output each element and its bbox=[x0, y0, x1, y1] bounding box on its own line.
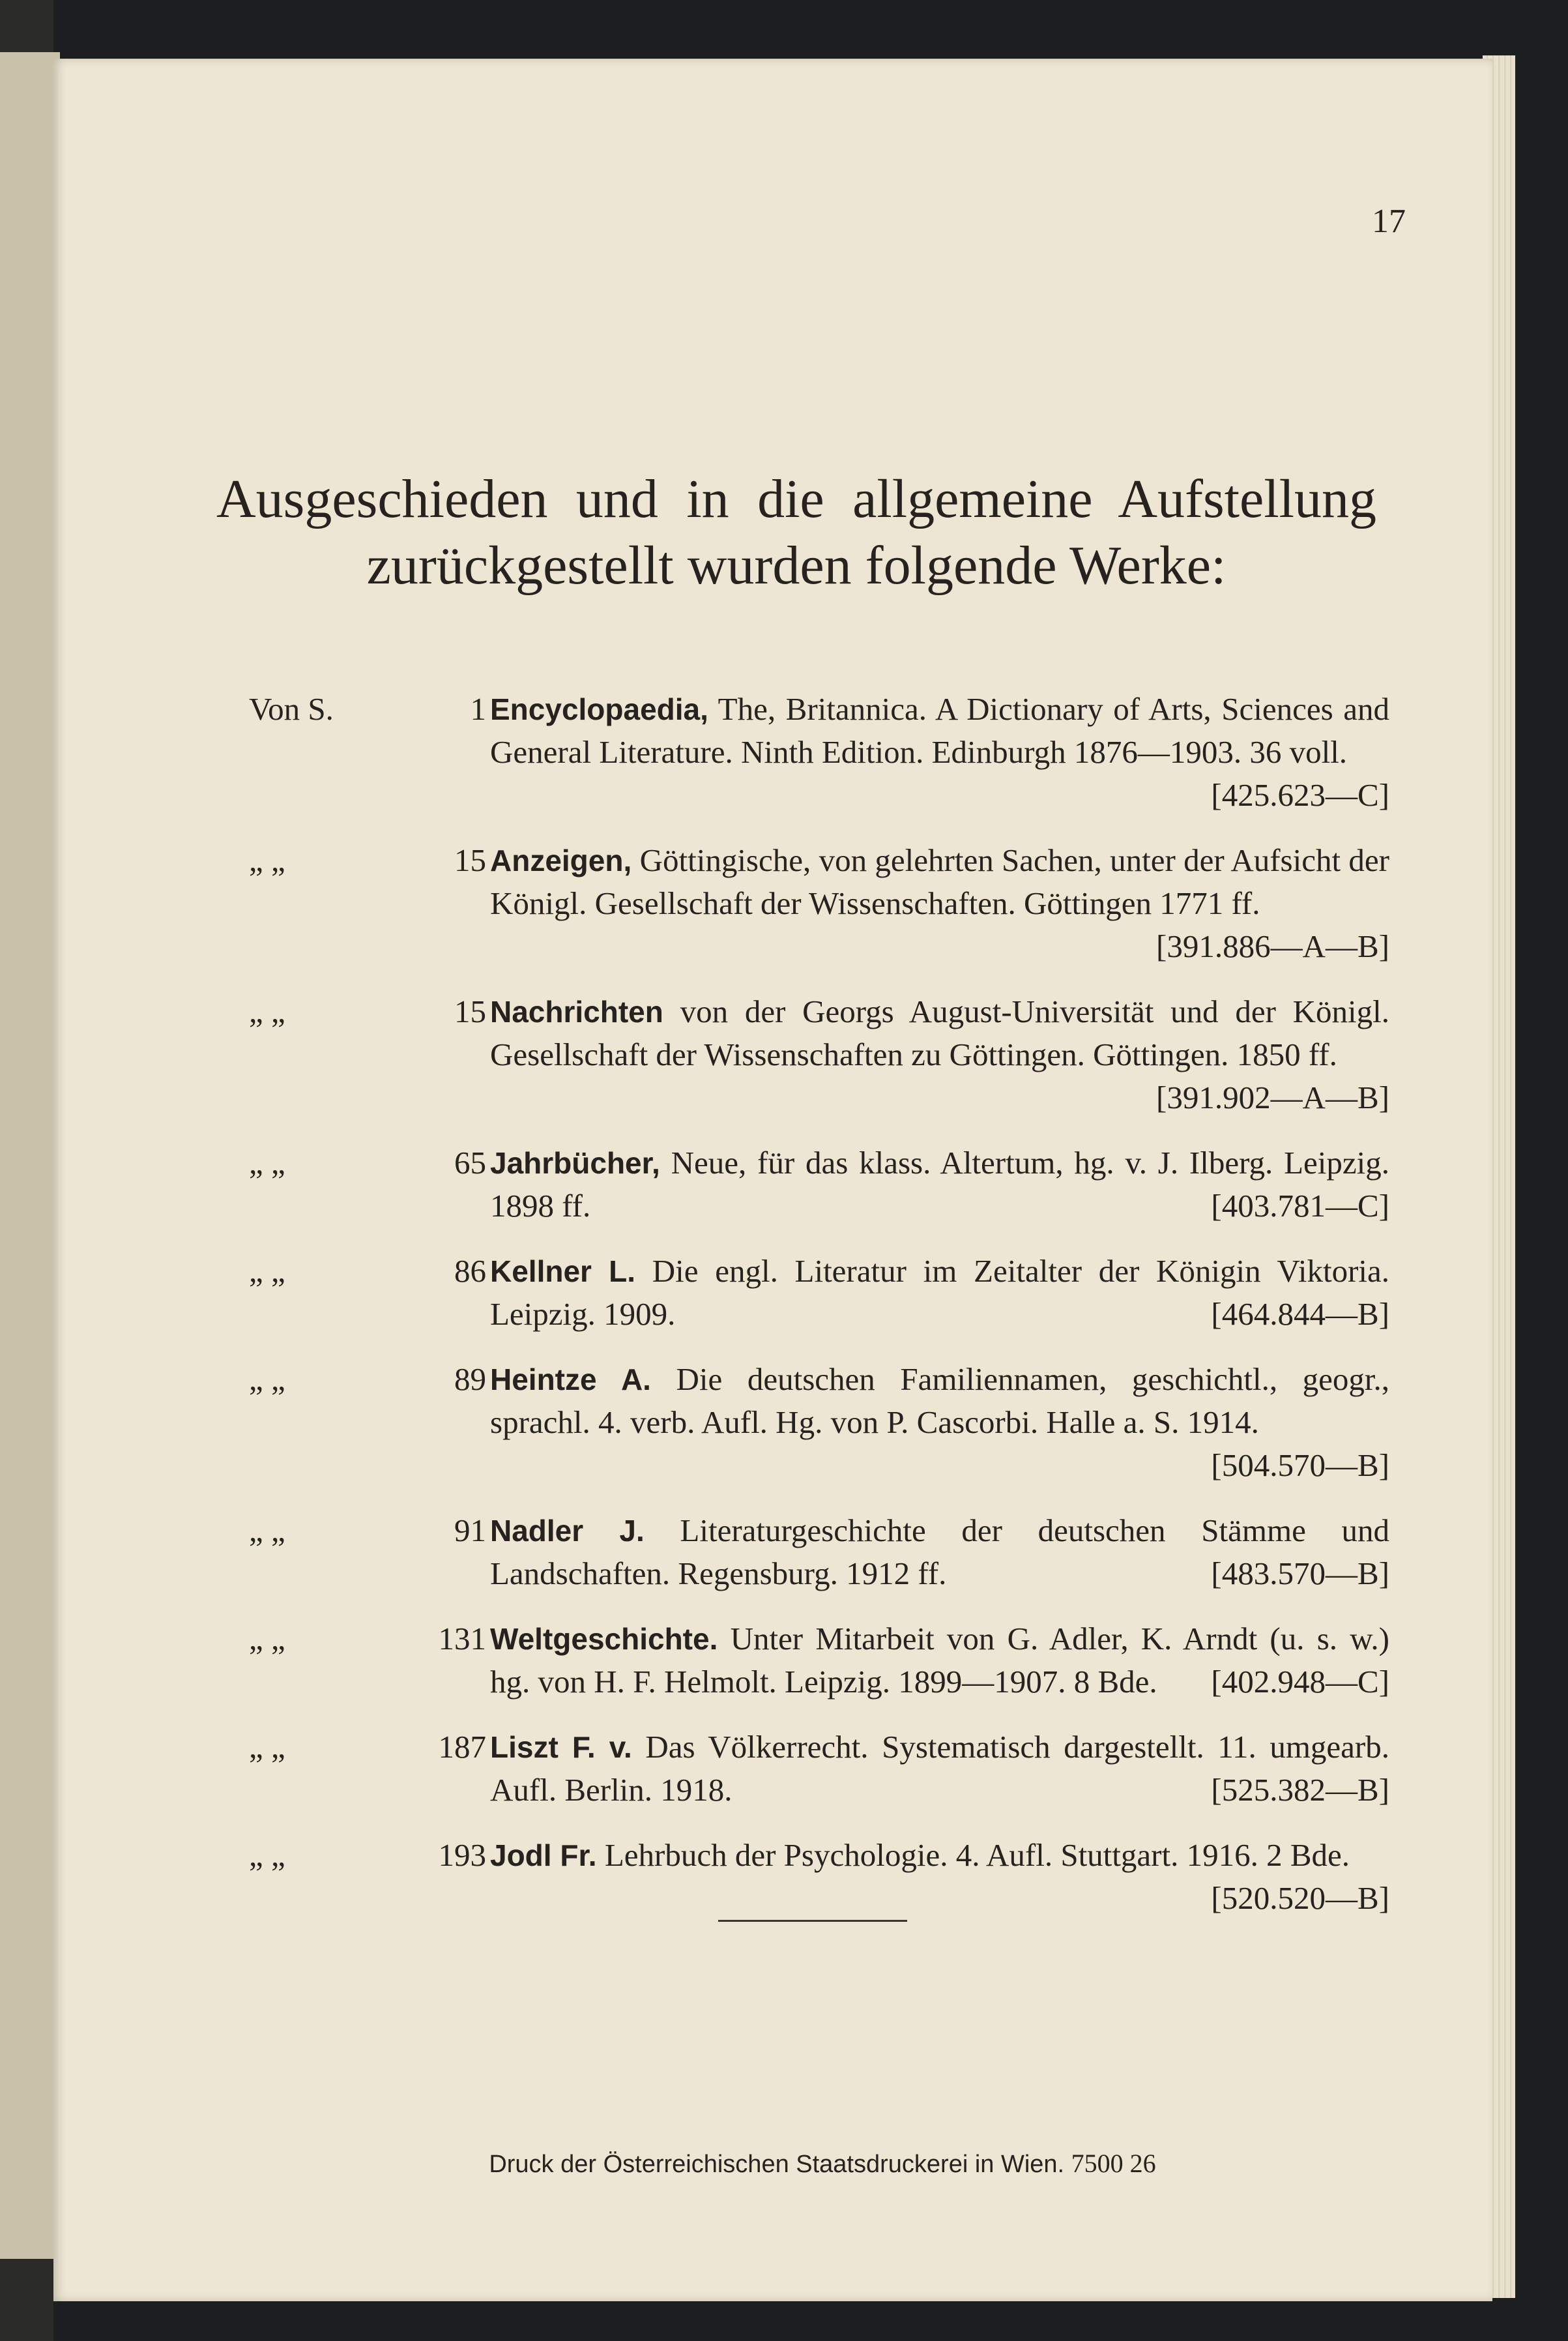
footer-number: 7500 26 bbox=[1071, 2149, 1156, 2178]
entry-prefix: „ „ bbox=[249, 1621, 285, 1656]
entry-prefix: „ „ bbox=[249, 1729, 285, 1765]
entry-title: Heintze A. bbox=[490, 1362, 651, 1396]
entry-signature: [391.886—A—B] bbox=[1156, 928, 1389, 964]
page-heading: Ausgeschieden und in die allgemeine Aufstellung zurückgestellt wurden folgende Werke: bbox=[216, 469, 1376, 596]
entry-prefix: Von S. bbox=[249, 691, 334, 727]
printer-footer bbox=[366, 2148, 1279, 2179]
previous-page-edge bbox=[0, 52, 60, 2259]
entry-text: Die deutschen Familiennamen, geschichtl., geogr., sprachl. 4. verb. Aufl. Hg. von P. Cascorbi. Halle a. S. 1914. bbox=[490, 1361, 1390, 1440]
entry-title: Weltgeschichte. bbox=[490, 1622, 718, 1656]
entry-signature: [525.382—B] bbox=[1211, 1772, 1389, 1808]
entry-text: Göttingische, von gelehrten Sachen, unter der Aufsicht der Königl. Gesellschaft der Wissenschaften. Göttingen 1771 ff. bbox=[490, 842, 1389, 921]
entry-title: Nadler J. bbox=[490, 1514, 645, 1548]
entry-page: 1 bbox=[470, 691, 486, 727]
footer-text: Druck der Österreichischen Staatsdruckerei in Wien. bbox=[489, 2151, 1065, 2178]
entry-page: 15 bbox=[454, 994, 486, 1029]
entry-signature: [520.520—B] bbox=[1211, 1880, 1389, 1916]
list-item bbox=[249, 1358, 1389, 1487]
entry-page: 187 bbox=[438, 1729, 486, 1765]
book-page bbox=[53, 59, 1492, 2301]
entry-signature: [391.902—A—B] bbox=[1156, 1080, 1389, 1115]
entry-page: 91 bbox=[454, 1512, 486, 1548]
entry-text: Neue, für das klass. Altertum, hg. v. J. Ilberg. Leipzig. 1898 ff. bbox=[490, 1145, 1390, 1224]
list-item bbox=[249, 1617, 1389, 1703]
list-item bbox=[249, 839, 1389, 968]
entry-prefix: „ „ bbox=[249, 1145, 285, 1181]
entry-text: Die engl. Literatur im Zeitalter der Königin Viktoria. Leipzig. 1909. bbox=[490, 1253, 1390, 1332]
list-item bbox=[249, 1834, 1389, 1920]
entry-title: Kellner L. bbox=[490, 1254, 636, 1288]
entry-prefix: „ „ bbox=[249, 994, 285, 1029]
entry-signature: [504.570—B] bbox=[1211, 1447, 1389, 1483]
entry-page: 65 bbox=[454, 1145, 486, 1181]
entry-page: 131 bbox=[438, 1621, 486, 1656]
entry-signature: [464.844—B] bbox=[1211, 1296, 1389, 1332]
entry-prefix: „ „ bbox=[249, 1512, 285, 1548]
entry-title: Anzeigen, bbox=[490, 844, 632, 877]
entry-prefix: „ „ bbox=[249, 842, 285, 878]
list-item bbox=[249, 688, 1389, 817]
entry-signature: [425.623—C] bbox=[1211, 777, 1389, 813]
entry-text: Das Völkerrecht. Systematisch dargestellt. 11. umgearb. Aufl. Berlin. 1918. bbox=[490, 1729, 1389, 1808]
entry-prefix: „ „ bbox=[249, 1837, 285, 1873]
entry-text: The, Britannica. A Dictionary of Arts, Sciences and General Literature. Ninth Edition. Edinburgh 1876—1903. 36 voll. bbox=[490, 691, 1389, 770]
entry-text: Lehrbuch der Psychologie. 4. Aufl. Stuttgart. 1916. 2 Bde. bbox=[604, 1837, 1350, 1873]
entry-signature: [402.948—C] bbox=[1211, 1664, 1389, 1700]
entry-text: Literaturgeschichte der deutschen Stämme und Landschaften. Regensburg. 1912 ff. bbox=[490, 1512, 1389, 1591]
list-item bbox=[249, 1726, 1389, 1812]
entry-title: Nachrichten bbox=[490, 995, 663, 1029]
entries-list bbox=[249, 688, 1389, 1942]
entry-title: Encyclopaedia, bbox=[490, 692, 708, 726]
entry-title: Jahrbücher, bbox=[490, 1146, 660, 1180]
list-item bbox=[249, 1141, 1389, 1228]
entry-signature: [483.570—B] bbox=[1211, 1555, 1389, 1591]
page-number: 17 bbox=[1372, 203, 1406, 240]
entry-page: 89 bbox=[454, 1361, 486, 1397]
entry-text: Unter Mitarbeit von G. Adler, K. Arndt (u. s. w.) hg. von H. F. Helmolt. Leipzig. 1899—1907. 8 Bde. bbox=[490, 1621, 1389, 1700]
entry-page: 15 bbox=[454, 842, 486, 878]
entry-text: von der Georgs August-Universität und der Königl. Gesellschaft der Wissenschaften zu Göttingen. Göttingen. 1850 ff. bbox=[490, 994, 1389, 1072]
entry-title: Liszt F. v. bbox=[490, 1730, 632, 1764]
entry-prefix: „ „ bbox=[249, 1361, 285, 1397]
divider bbox=[718, 1920, 907, 1922]
list-item bbox=[249, 1509, 1389, 1595]
entry-signature: [403.781—C] bbox=[1211, 1188, 1389, 1224]
list-item bbox=[249, 990, 1389, 1119]
entry-title: Jodl Fr. bbox=[490, 1838, 597, 1872]
entry-page: 86 bbox=[454, 1253, 486, 1289]
entry-prefix: „ „ bbox=[249, 1253, 285, 1289]
entry-page: 193 bbox=[438, 1837, 486, 1873]
list-item bbox=[249, 1250, 1389, 1336]
